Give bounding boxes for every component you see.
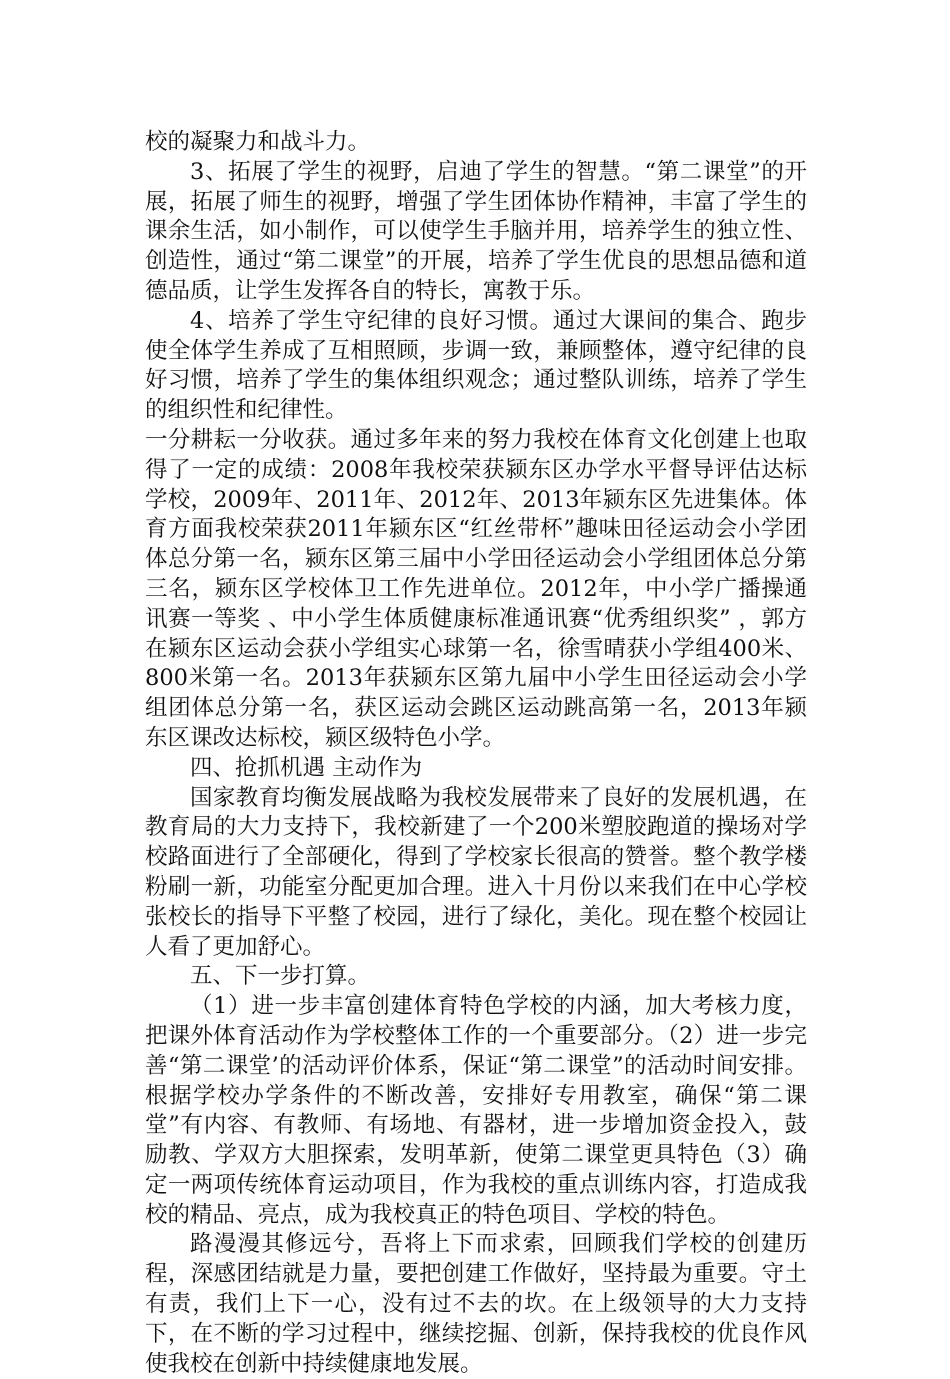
section-heading-opportunity: 四、抢抓机遇 主动作为 [190, 754, 423, 781]
paragraph-discipline-habits: 4、培养了学生守纪律的良好习惯。通过大课间的集合、跑步使全体学生养成了互相照顾，步调一致，兼顾整体，遵守纪律的良好习惯，培养了学生的集体组织观念；通过整队训练，培养了学生的组织性和纪律性。 [145, 307, 807, 424]
paragraph-cohesion-end: 校的凝聚力和战斗力。 [145, 129, 371, 155]
section-heading-next-steps: 五、下一步打算。 [190, 963, 371, 990]
document-page [145, 128, 807, 1379]
paragraph-achievements: 一分耕耘一分收获。通过多年来的努力我校在体育文化创建上也取得了一定的成绩：2008年我校荣获颍东区办学水平督导评估达标学校，2009年、2011年、2012年、2013年颍东区先进集体。体育方面我校荣获2011年颍东区“红丝带杯”趣味田径运动会小学团体总分第一名，颍东区第三届中小学田径运动会小学组团体总分第三名，颍东区学校体卫工作先进单位。2012年，中小学广播操通讯赛一等奖 、中小学生体质健康标准通讯赛“优秀组织奖” ，郭方在颍东区运动会获小学组实心球第一名，徐雪晴获小学组400米、800米第一名。2013年获颍东区第九届中小学生田径运动会小学组团体总分第一名，获区运动会跳区运动跳高第一名，2013年颍东区课改达标校，颍区级特色小学。 [145, 426, 807, 751]
paragraph-broaden-vision: 3、拓展了学生的视野，启迪了学生的智慧。“第二课堂”的开展，拓展了师生的视野，增强了学生团体协作精神，丰富了学生的课余生活，如小制作，可以使学生手脑并用，培养学生的独立性、创造性，通过“第二课堂”的开展，培养了学生优良的思想品德和道德品质，让学生发挥各自的特长，寓教于乐。 [145, 158, 807, 304]
paragraph-conclusion: 路漫漫其修远兮，吾将上下而求索，回顾我们学校的创建历程，深感团结就是力量，要把创建工作做好，坚持最为重要。守土有责，我们上下一心，没有过不去的坎。在上级领导的大力支持下，在不断的学习过程中，继续挖掘、创新，保持我校的优良作风使我校在创新中持续健康地发展。 [145, 1231, 807, 1377]
paragraph-next-steps: （1）进一步丰富创建体育特色学校的内涵，加大考核力度，把课外体育活动作为学校整体工作的一个重要部分。（2）进一步完善“第二课堂’的活动评价体系，保证“第二课堂”的活动时间安排。根据学校办学条件的不断改善，安排好专用教室，确保“第二课堂”有内容、有教师、有场地、有器材，进一步增加资金投入，鼓励教、学双方大胆探索，发明革新，使第二课堂更具特色（3）确定一两项传统体育运动项目，作为我校的重点训练内容，打造成我校的精品、亮点，成为我校真正的特色项目、学校的特色。 [145, 993, 807, 1228]
paragraph-development-opportunity: 国家教育均衡发展战略为我校发展带来了良好的发展机遇，在教育局的大力支持下，我校新建了一个200米塑胶跑道的操场对学校路面进行了全部硬化，得到了学校家长很高的赞誉。整个教学楼粉刷一新，功能室分配更加合理。进入十月份以来我们在中心学校张校长的指导下平整了校园，进行了绿化，美化。现在整个校园让人看了更加舒心。 [145, 784, 807, 960]
